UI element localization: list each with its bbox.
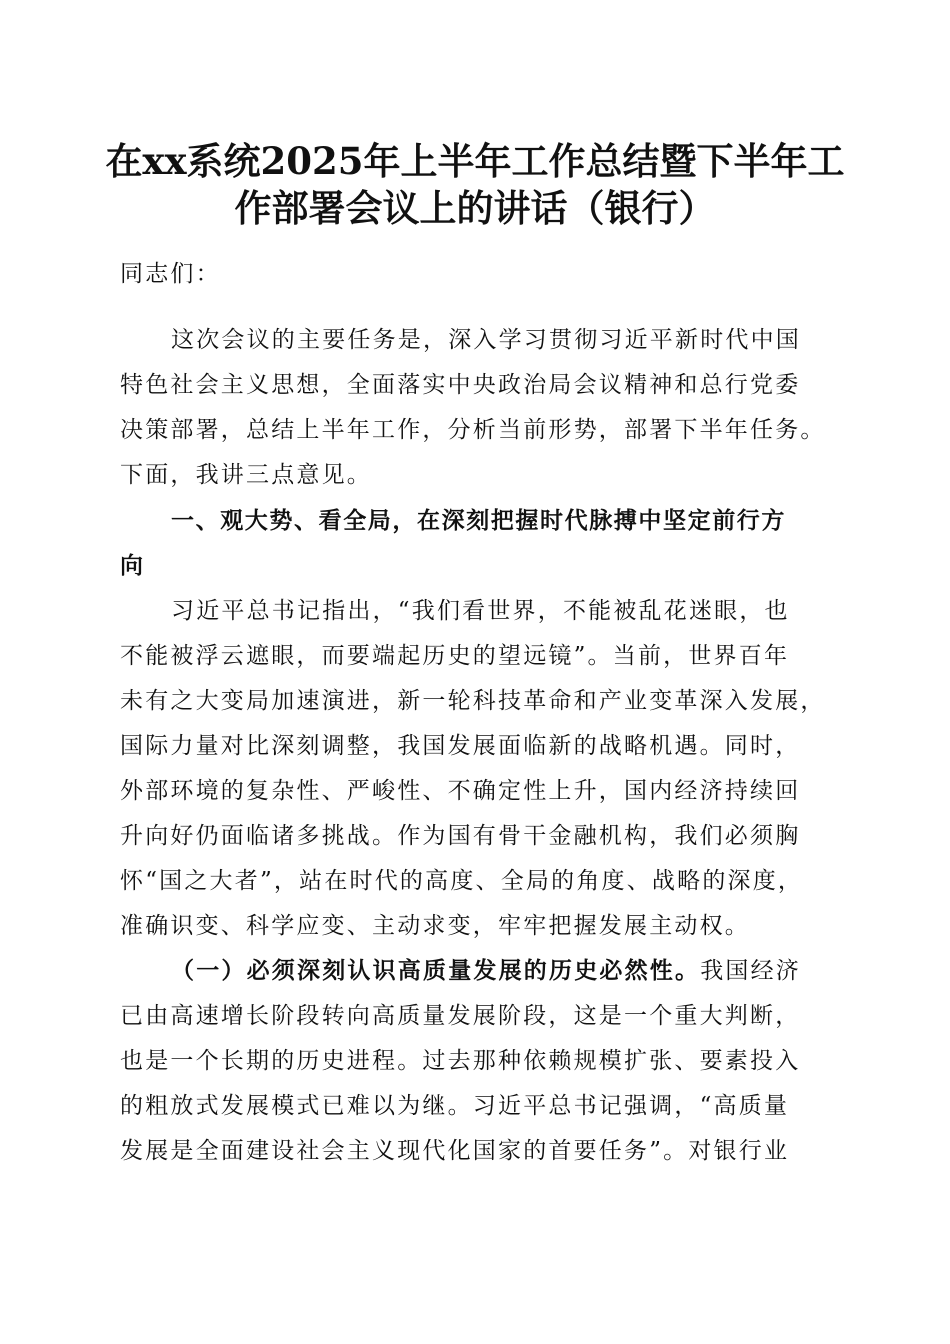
- intro-line: 决策部署，总结上半年工作，分析当前形势，部署下半年任务。: [120, 417, 826, 443]
- intro-line: 特色社会主义思想，全面落实中央政治局会议精神和总行党委: [120, 372, 801, 398]
- body-line: 准确识变、科学应变、主动求变，牢牢把握发展主动权。: [120, 913, 750, 939]
- intro-line: 下面，我讲三点意见。: [120, 462, 372, 488]
- body-line: 已由高速增长阶段转向高质量发展阶段，这是一个重大判断，: [120, 1003, 801, 1029]
- body-line: 升向好仍面临诸多挑战。作为国有骨干金融机构，我们必须胸: [120, 823, 801, 849]
- subsection-first-line: [171, 953, 801, 989]
- salutation: 同志们：: [120, 261, 221, 287]
- document-title-line-1: 在xx系统2025年上半年工作总结暨下半年工: [105, 139, 845, 183]
- body-line: 发展是全面建设社会主义现代化国家的首要任务”。对银行业: [120, 1138, 790, 1164]
- document-title-line-2: 作部署会议上的讲话（银行）: [234, 186, 716, 230]
- subsection-heading: （一）必须深刻认识高质量发展的历史必然性。: [171, 957, 701, 984]
- section-heading-line: 一、观大势、看全局，在深刻把握时代脉搏中坚定前行方: [171, 508, 786, 534]
- body-line: 不能被浮云遮眼，而要端起历史的望远镜”。当前，世界百年: [120, 643, 790, 669]
- body-line: 也是一个长期的历史进程。过去那种依赖规模扩张、要素投入: [120, 1048, 801, 1074]
- intro-line: 这次会议的主要任务是，深入学习贯彻习近平新时代中国: [171, 327, 801, 353]
- section-heading-line: 向: [120, 553, 145, 579]
- body-line: 怀“国之大者”，站在时代的高度、全局的角度、战略的深度，: [120, 868, 804, 894]
- body-line: 国际力量对比深刻调整，我国发展面临新的战略机遇。同时，: [120, 733, 801, 759]
- subsection-first-line-rest: 我国经济: [700, 958, 802, 984]
- body-line: 习近平总书记指出，“我们看世界，不能被乱花迷眼，也: [171, 598, 790, 624]
- body-line: 未有之大变局加速演进，新一轮科技革命和产业变革深入发展，: [120, 688, 826, 714]
- body-line: 的粗放式发展模式已难以为继。习近平总书记强调，“高质量: [120, 1093, 790, 1119]
- body-line: 外部环境的复杂性、严峻性、不确定性上升，国内经济持续回: [120, 778, 801, 804]
